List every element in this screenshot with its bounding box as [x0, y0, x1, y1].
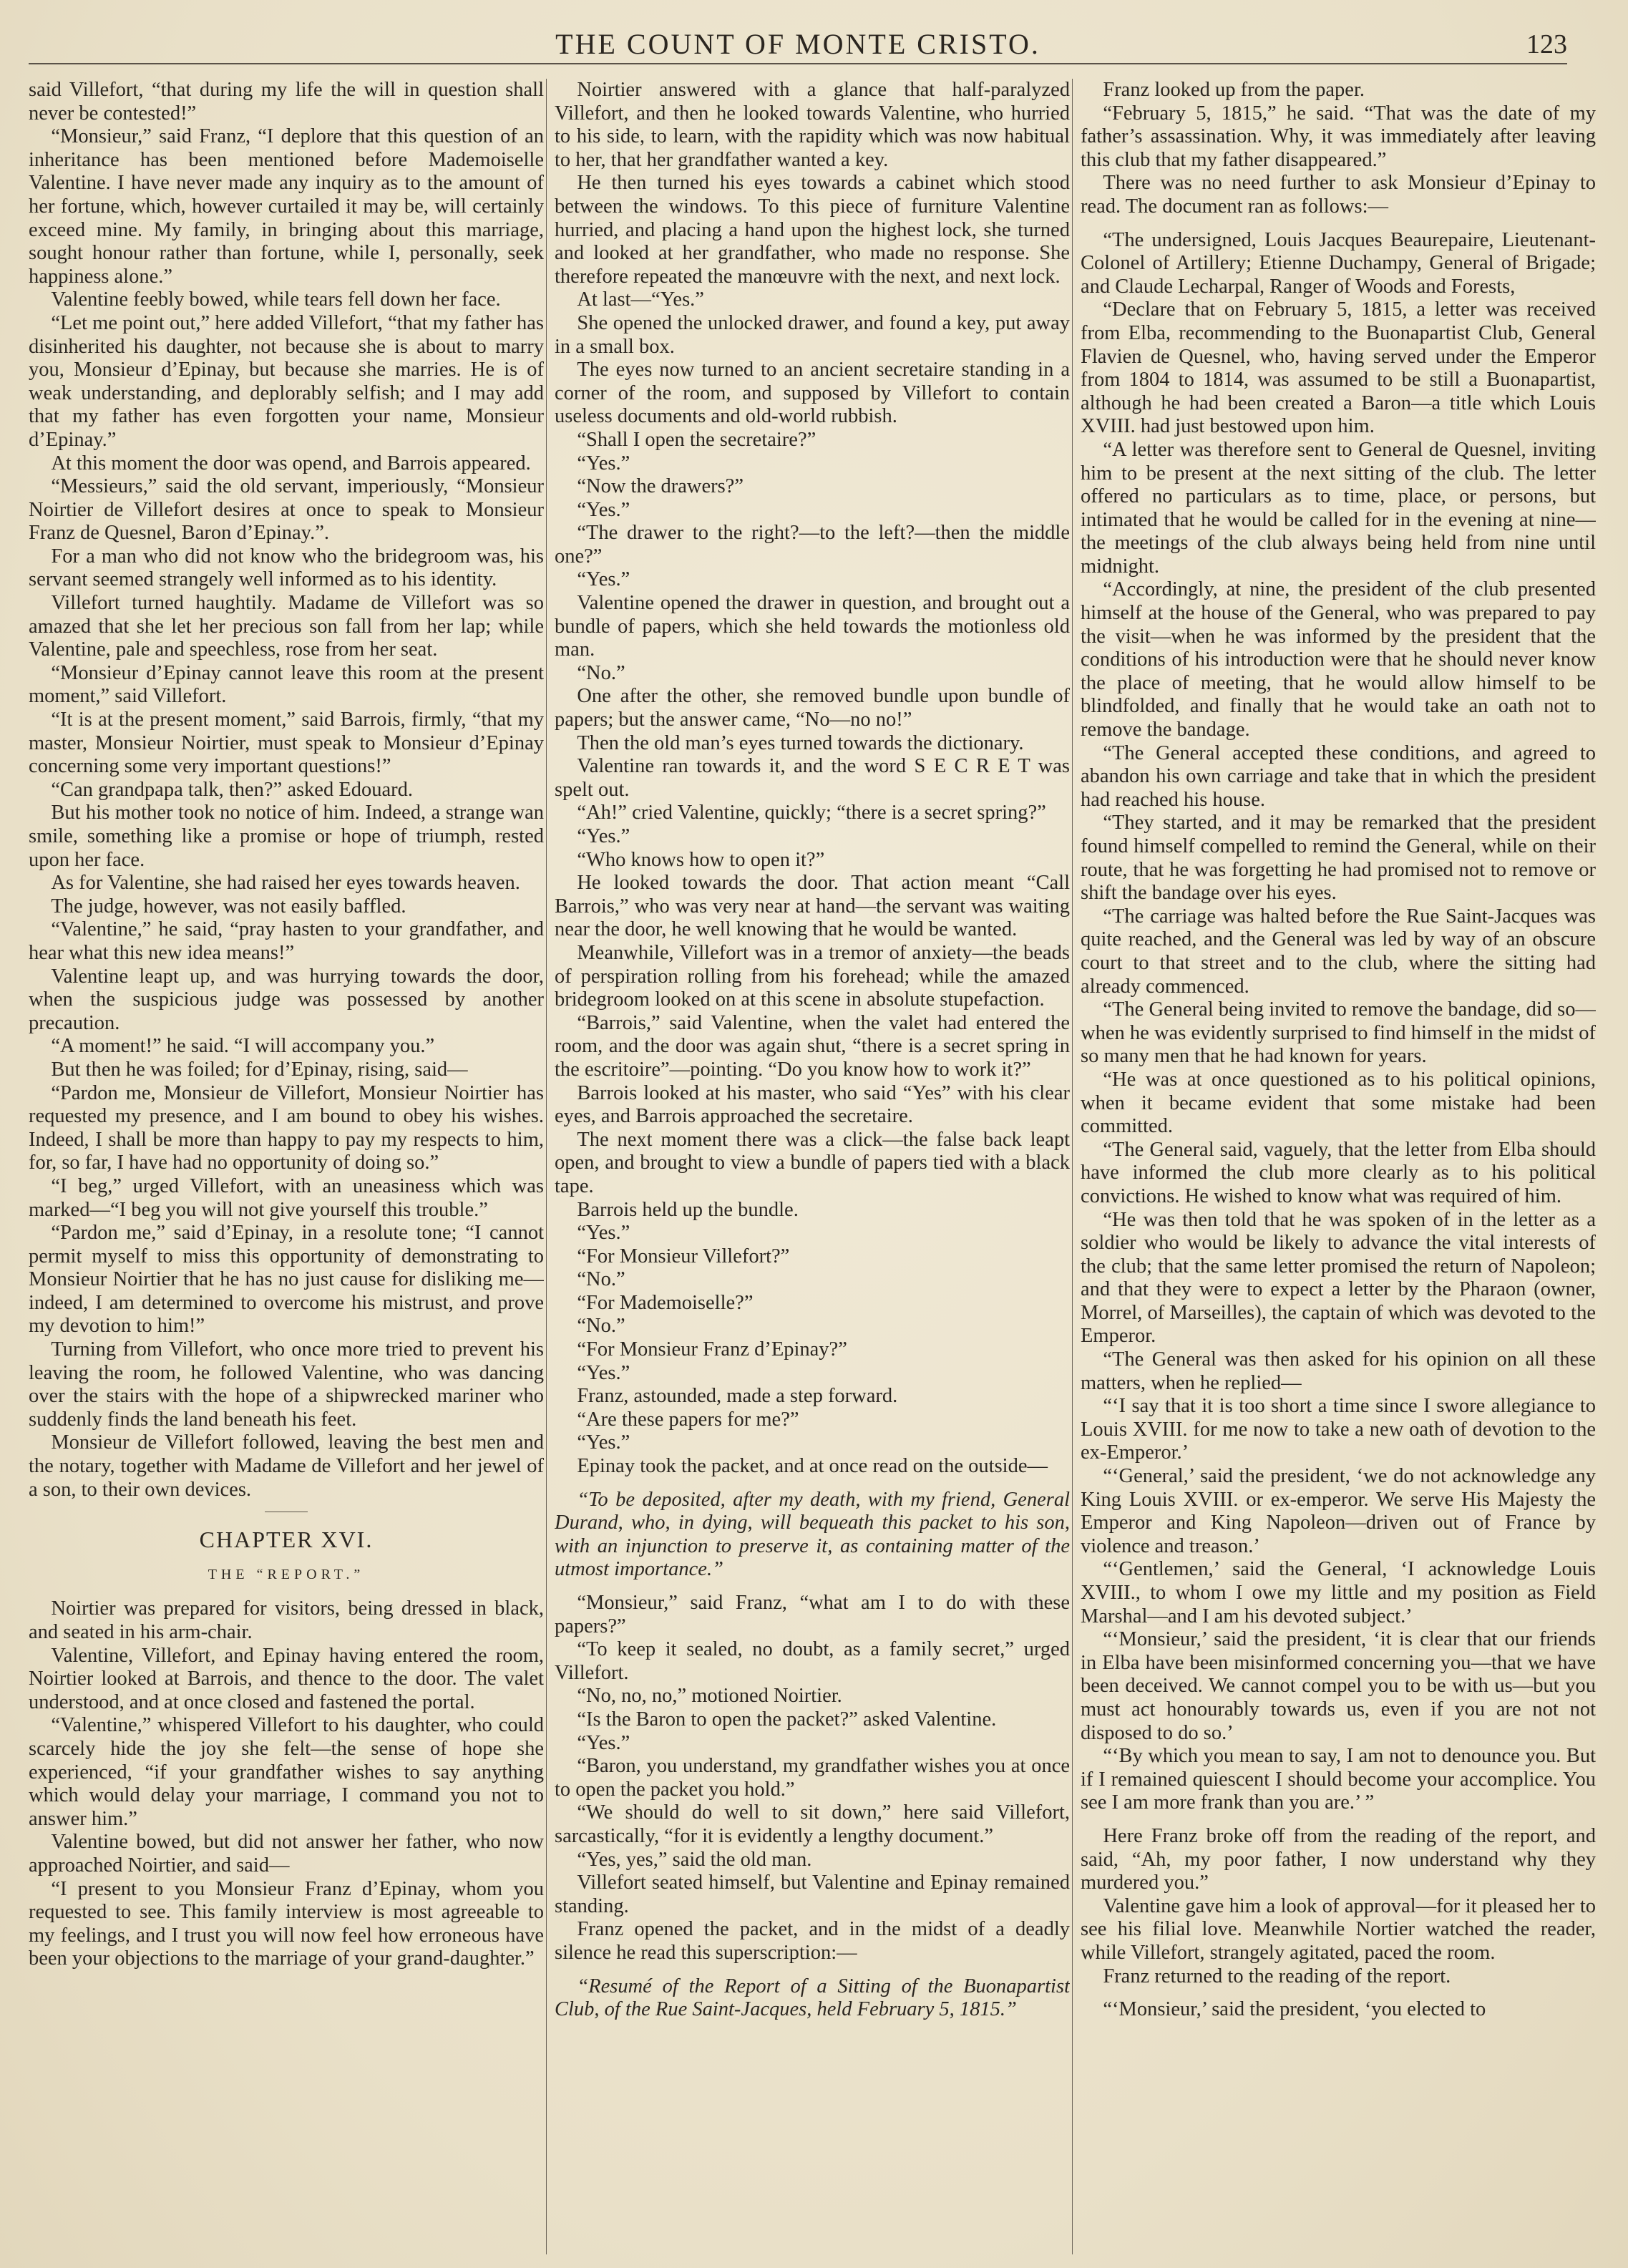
paragraph: “Yes.”	[577, 825, 630, 847]
column-3	[1081, 79, 1596, 2254]
paragraph: Epinay took the packet, and at once read on the outside—	[577, 1455, 1048, 1478]
column-divider	[1072, 79, 1073, 2254]
paragraph: “February 5, 1815,” he said. “That was the date of my father’s assassination. Why, it was immediately after leaving this club that my father disappeared.”	[1081, 102, 1596, 171]
paragraph: At last—“Yes.”	[577, 288, 704, 311]
paragraph: But then he was foiled; for d’Epinay, rising, said—	[51, 1058, 468, 1081]
paragraph: “Monsieur d’Epinay cannot leave this room at the present moment,” said Villefort.	[29, 661, 544, 708]
paragraph: “Yes.”	[577, 1361, 630, 1384]
paragraph: Franz returned to the reading of the report.	[1103, 1965, 1451, 1987]
running-title: THE COUNT OF MONTE CRISTO.	[555, 28, 1040, 60]
paragraph: Villefort seated himself, but Valentine and Epinay remained standing.	[555, 1872, 1070, 1917]
paragraph: “Monsieur,” said Franz, “what am I to do with these papers?”	[555, 1592, 1070, 1637]
column-divider	[546, 79, 547, 2254]
report-superscription: “Resumé of the Report of a Sitting of the Buonapartist Club, of the Rue Saint-Jacques, held February 5, 1815.”	[555, 1975, 1070, 2021]
paragraph: The next moment there was a click—the false back leapt open, and brought to view a bundle of papers tied with a black tape.	[555, 1128, 1070, 1197]
paragraph: Franz opened the packet, and in the midst of a deadly silence he read this superscription:—	[555, 1918, 1070, 1964]
paragraph: “I beg,” urged Villefort, with an uneasiness which was marked—“I beg you will not give yourself this trouble.”	[29, 1174, 544, 1221]
paragraph: For a man who did not know who the bridegroom was, his servant seemed strangely well informed as to his identity.	[29, 545, 544, 591]
paragraph: “Pardon me, Monsieur de Villefort, Monsieur Noirtier has requested my presence, and I am bound to obey his wishes. Indeed, I shall be more than happy to pay my respects to him, for, so far, I have had no opportunity of doing so.”	[29, 1081, 544, 1174]
paragraph: “Yes.”	[577, 1731, 630, 1754]
paragraph: Then the old man’s eyes turned towards the dictionary.	[577, 731, 1024, 754]
report-paragraph: “‘Monsieur,’ said the president, ‘it is clear that our friends in Elba have been misinformed concerning you—that we have been deceived. We cannot compel you to be with us—but you must act honourably towards us, even if you are not not disposed to do so.’	[1081, 1628, 1596, 1744]
paragraph: “For Mademoiselle?”	[577, 1291, 754, 1314]
paragraph: “Who knows how to open it?”	[577, 848, 825, 871]
paragraph: “For Monsieur Villefort?”	[577, 1245, 790, 1267]
paragraph: Valentine opened the drawer in question, and brought out a bundle of papers, which she held towards the motionless old man.	[555, 592, 1070, 661]
column-2	[555, 79, 1070, 2254]
paragraph: “For Monsieur Franz d’Epinay?”	[577, 1338, 847, 1361]
paragraph: “Valentine,” whispered Villefort to his daughter, who could scarcely hide the joy she felt—the sense of hope she experienced, “if your grandfather wishes to say anything which would delay your marriage, I command you not to answer him.”	[29, 1714, 544, 1830]
report-paragraph: “The General accepted these conditions, and agreed to abandon his own carriage and take that in which the president had reached his house.	[1081, 741, 1596, 811]
paragraph: One after the other, she removed bundle upon bundle of papers; but the answer came, “No—no no!”	[555, 685, 1070, 731]
paragraph: Franz looked up from the paper.	[1103, 79, 1365, 101]
paragraph: Turning from Villefort, who once more tried to prevent his leaving the room, he followed Valentine, who was dancing over the stairs with the hope of a shipwrecked mariner who suddenly finds the land beneath his feet.	[29, 1338, 544, 1431]
column-1	[29, 79, 544, 2254]
paragraph: But his mother took no notice of him. Indeed, a strange wan smile, something like a promise or hope of triumph, rested upon her face.	[29, 802, 544, 871]
paragraph: “Let me point out,” here added Villefort, “that my father has disinherited his daughter, not because she is about to marry you, Monsieur d’Epinay, but because she marries. He is of weak understanding, and deplorably selfish; and I may add that my father has even forgotten your name, Monsieur d’Epinay.”	[29, 311, 544, 451]
paragraph: “No.”	[577, 1268, 625, 1291]
paragraph: “Ah!” cried Valentine, quickly; “there is a secret spring?”	[577, 802, 1046, 824]
report-paragraph: “‘I say that it is too short a time since I swore allegiance to Louis XVIII. for me now to take a new oath of devotion to the ex-Emperor.’	[1081, 1395, 1596, 1464]
paragraph: The eyes now turned to an ancient secretaire standing in a corner of the room, and supposed by Villefort to contain useless documents and old-world rubbish.	[555, 359, 1070, 428]
paragraph: She opened the unlocked drawer, and found a key, put away in a small box.	[555, 311, 1070, 358]
packet-inscription: “To be deposited, after my death, with my friend, General Durand, who, in dying, will bequeath this packet to his son, with an injunction to preserve it, as containing matter of the utmost importance.”	[555, 1488, 1070, 1581]
paragraph: “Is the Baron to open the packet?” asked Valentine.	[577, 1708, 997, 1731]
report-paragraph: “Accordingly, at nine, the president of the club presented himself at the house of the General, who was prepared to pay the visit—when he was informed by the president that the conditions of his introduction were that he should never know the place of meeting, that he would allow himself to be blindfolded, and finally that he would take an oath not to remove the bandage.	[1081, 578, 1596, 741]
paragraph: “Yes.”	[577, 452, 630, 474]
report-paragraph: “A letter was therefore sent to General de Quesnel, inviting him to be present at the next sitting of the club. The letter offered no particulars as to time, place, or persons, but intimated that he would be called for in the evening at nine—the meetings of the club always being held from nine until midnight.	[1081, 438, 1596, 578]
paragraph: “Yes.”	[577, 1431, 630, 1454]
paragraph: “Can grandpapa talk, then?” asked Edouard.	[51, 778, 414, 801]
report-paragraph: “The carriage was halted before the Rue Saint-Jacques was quite reached, and the General was led by way of an obscure court to that street and to the club, where the sitting had already commenced.	[1081, 905, 1596, 998]
paragraph: “It is at the present moment,” said Barrois, firmly, “that my master, Monsieur Noirtier, must speak to Monsieur d’Epinay concerning some very important questions!”	[29, 709, 544, 778]
header-rule	[29, 63, 1567, 64]
paragraph: As for Valentine, she had raised her eyes towards heaven.	[51, 872, 520, 895]
paragraph: “No, no, no,” motioned Noirtier.	[577, 1685, 842, 1708]
paragraph: Meanwhile, Villefort was in a tremor of anxiety—the beads of perspiration rolling from his forehead; while the amazed bridegroom looked on at this scene in absolute stupefaction.	[555, 941, 1070, 1011]
report-paragraph: “The undersigned, Louis Jacques Beaurepaire, Lieutenant-Colonel of Artillery; Etienne Duchampy, General of Brigade; and Claude Lecharpal, Ranger of Woods and Forests,	[1081, 228, 1596, 298]
paragraph: Barrois looked at his master, who said “Yes” with his clear eyes, and Barrois approached the secretaire.	[555, 1081, 1070, 1128]
paragraph: He looked towards the door. That action meant “Call Barrois,” who was very near at hand—the servant was waiting near the door, he well knowing that he would be wanted.	[555, 872, 1070, 941]
paragraph: “We should do well to sit down,” here said Villefort, sarcastically, “for it is evidently a lengthy document.”	[555, 1801, 1070, 1847]
paragraph: Noirtier answered with a glance that half-paralyzed Villefort, and then he looked towards Valentine, who hurried to his side, to learn, with the rapidity which was now habitual to her, that her grandfather wanted a key.	[555, 79, 1070, 171]
paragraph: Valentine bowed, but did not answer her father, who now approached Noirtier, and said—	[29, 1831, 544, 1877]
paragraph: There was no need further to ask Monsieur d’Epinay to read. The document ran as follows:—	[1081, 172, 1596, 218]
paragraph: “No.”	[577, 661, 625, 684]
paragraph: “Yes.”	[577, 1222, 630, 1245]
paragraph: “Shall I open the secretaire?”	[577, 428, 817, 451]
paragraph: Noirtier was prepared for visitors, being dressed in black, and seated in his arm-chair.	[29, 1597, 544, 1643]
report-paragraph: “He was then told that he was spoken of in the letter as a soldier who would be likely to advance the vital interests of the club; that the same letter promised the return of Napoleon; and that they were to expect a letter by the Pharaon (owner, Morrel, of Marseilles), the captain of which was devoted to the Emperor.	[1081, 1208, 1596, 1348]
report-paragraph: “‘By which you mean to say, I am not to denounce you. But if I remained quiescent I should become your accomplice. You see I am more frank than you are.’ ”	[1081, 1745, 1596, 1814]
report-paragraph: “They started, and it may be remarked that the president found himself compelled to remind the General, while on their route, that he was forgetting he had promised not to remove or shift the bandage over his eyes.	[1081, 812, 1596, 905]
paragraph: “I present to you Monsieur Franz d’Epinay, whom you requested to see. This family interview is most agreeable to my feelings, and I trust you will now feel how erroneous have been your objections to the marriage of your grand-daughter.”	[29, 1877, 544, 1970]
report-paragraph: “‘Monsieur,’ said the president, ‘you elected to	[1103, 1998, 1486, 2021]
paragraph: He then turned his eyes towards a cabinet which stood between the windows. To this piece of furniture Valentine hurried, and placing a hand upon the highest lock, she turned and looked at her grandfather, who made no response. She therefore repeated the manœuvre with the next, and next lock.	[555, 172, 1070, 288]
report-paragraph: “The General being invited to remove the bandage, did so—when he was evidently surprised to find himself in the midst of so many men that he had known for years.	[1081, 998, 1596, 1068]
paragraph: “Pardon me,” said d’Epinay, in a resolute tone; “I cannot permit myself to miss this opportunity of demonstrating to Monsieur Noirtier that he has no just cause for disliking me—indeed, I am determined to overcome his mistrust, and prove my devotion to him!”	[29, 1222, 544, 1338]
chapter-subtitle: THE “REPORT.”	[208, 1566, 365, 1582]
report-paragraph: “‘Gentlemen,’ said the General, ‘I acknowledge Louis XVIII., to whom I owe my little and my position as Field Marshal—and I am his devoted subject.’	[1081, 1558, 1596, 1627]
report-paragraph: “‘General,’ said the president, ‘we do not acknowledge any King Louis XVIII. or ex-emperor. We serve His Majesty the Emperor and King Napoleon—driven out of France by violence and treason.’	[1081, 1465, 1596, 1557]
paragraph: “To keep it sealed, no doubt, as a family secret,” urged Villefort.	[555, 1638, 1070, 1684]
report-paragraph: “He was at once questioned as to his political opinions, when it became evident that some mistake had been committed.	[1081, 1068, 1596, 1138]
paragraph: Valentine, Villefort, and Epinay having entered the room, Noirtier looked at Barrois, and thence to the door. The valet understood, and at once closed and fastened the portal.	[29, 1644, 544, 1713]
paragraph: “Now the drawers?”	[577, 475, 744, 498]
paragraph: “Yes.”	[577, 568, 630, 591]
paragraph: “Barrois,” said Valentine, when the valet had entered the room, and the door was again shut, “there is a secret spring in the escritoire”—pointing. “Do you know how to work it?”	[555, 1011, 1070, 1081]
paragraph: Valentine leapt up, and was hurrying towards the door, when the suspicious judge was possessed by another precaution.	[29, 965, 544, 1034]
paragraph: “The drawer to the right?—to the left?—then the middle one?”	[555, 522, 1070, 568]
paragraph: Valentine ran towards it, and the word S E C R E T was spelt out.	[555, 755, 1070, 801]
paragraph: “Valentine,” he said, “pray hasten to your grandfather, and hear what this new idea means!”	[29, 918, 544, 964]
paragraph: said Villefort, “that during my life the will in question shall never be contested!”	[29, 79, 544, 125]
report-paragraph: “The General said, vaguely, that the letter from Elba should have informed the club more clearly as to his political convictions. He wished to know what was required of him.	[1081, 1138, 1596, 1207]
paragraph: Barrois held up the bundle.	[577, 1198, 799, 1221]
paragraph: “A moment!” he said. “I will accompany you.”	[51, 1035, 435, 1058]
chapter-title: CHAPTER XVI.	[199, 1527, 374, 1553]
paragraph: At this moment the door was opend, and Barrois appeared.	[51, 452, 531, 474]
paragraph: Valentine feebly bowed, while tears fell down her face.	[51, 288, 501, 311]
paragraph: “Yes, yes,” said the old man.	[577, 1848, 812, 1871]
paragraph: Valentine gave him a look of approval—for it pleased her to see his filial love. Meanwhile Nortier watched the reader, while Villefort, strangely agitated, paced the room.	[1081, 1894, 1596, 1964]
paragraph: Franz, astounded, made a step forward.	[577, 1385, 898, 1408]
page-number: 123	[1526, 29, 1567, 59]
paragraph: “Yes.”	[577, 498, 630, 521]
paragraph: Here Franz broke off from the reading of the report, and said, “Ah, my poor father, I now understand why they murdered you.”	[1081, 1824, 1596, 1894]
paragraph: Monsieur de Villefort followed, leaving the best men and the notary, together with Madame de Villefort and her jewel of a son, to their own devices.	[29, 1431, 544, 1501]
paragraph: “Monsieur,” said Franz, “I deplore that this question of an inheritance has been mentioned before Mademoiselle Valentine. I have never made any inquiry as to the amount of her fortune, which, however curtailed it may be, will certainly exceed mine. My family, in bringing about this marriage, sought honour rather than fortune, while I, personally, seek happiness alone.”	[29, 125, 544, 288]
page-header	[29, 27, 1567, 63]
paragraph: “Messieurs,” said the old servant, imperiously, “Monsieur Noirtier de Villefort desires at once to speak to Monsieur Franz de Quesnel, Baron d’Epinay.”.	[29, 475, 544, 545]
paragraph: “Are these papers for me?”	[577, 1408, 799, 1431]
paragraph: “Baron, you understand, my grandfather wishes you at once to open the packet you hold.”	[555, 1755, 1070, 1801]
report-paragraph: “Declare that on February 5, 1815, a letter was received from Elba, recommending to the Buonapartist Club, General Flavien de Quesnel, who, having served under the Emperor from 1804 to 1814, was assumed to be still a Buonapartist, although he had been created a Baron—a title which Louis XVIII. had just bestowed upon him.	[1081, 298, 1596, 438]
paragraph: Villefort turned haughtily. Madame de Villefort was so amazed that she let her precious son fall from her lap; while Valentine, pale and speechless, rose from her seat.	[29, 592, 544, 661]
paragraph: The judge, however, was not easily baffled.	[51, 895, 406, 918]
report-paragraph: “The General was then asked for his opinion on all these matters, when he replied—	[1081, 1348, 1596, 1394]
paragraph: “No.”	[577, 1315, 625, 1338]
